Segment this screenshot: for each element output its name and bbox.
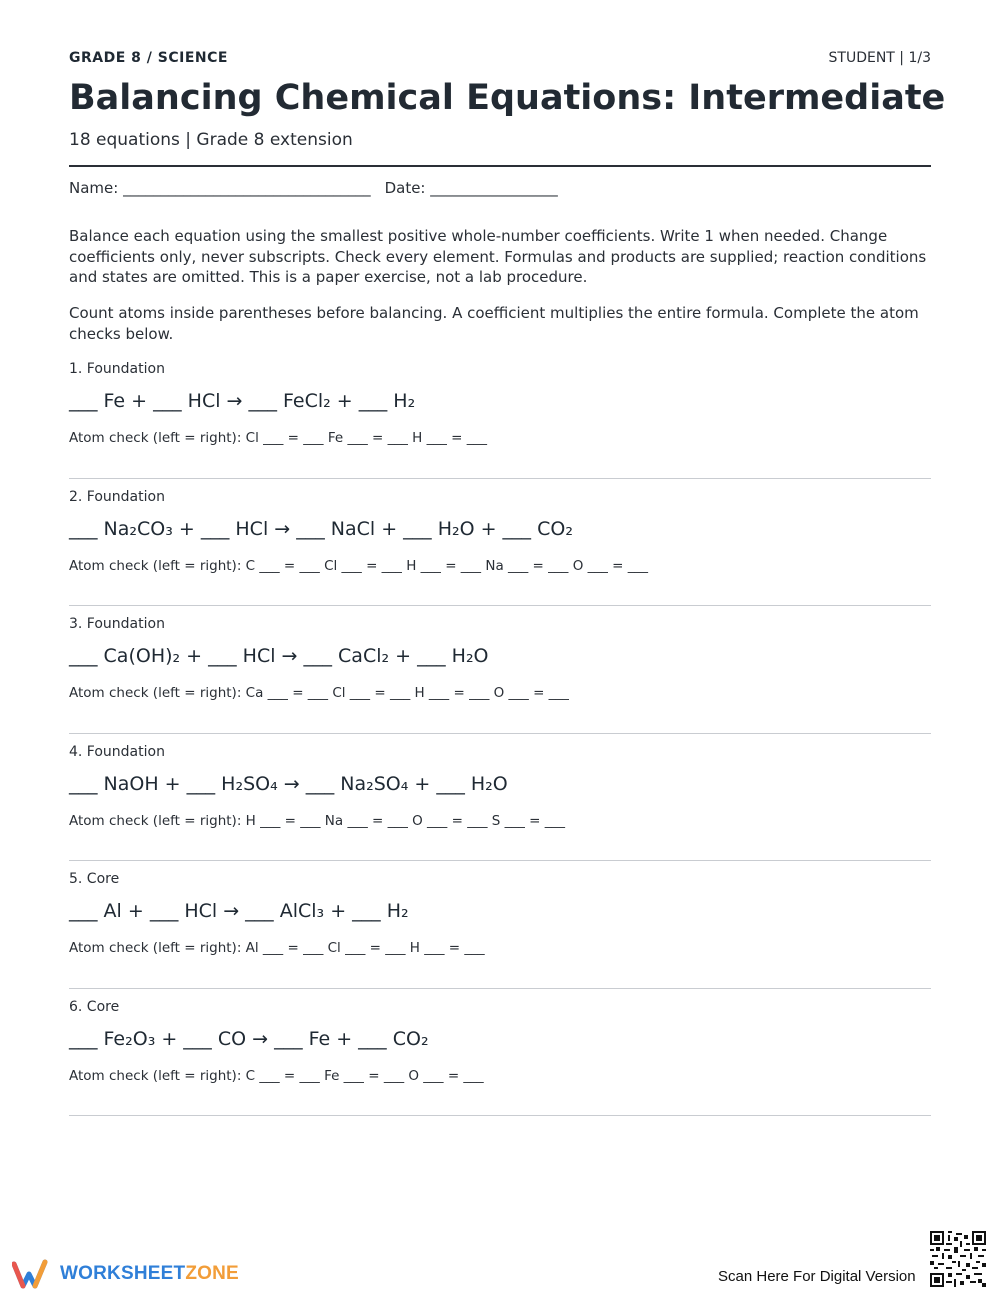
worksheetzone-logo[interactable]	[12, 1258, 239, 1290]
question-label: 5. Core	[69, 871, 120, 887]
header-divider	[69, 165, 931, 167]
page-title: Balancing Chemical Equations: Intermediate	[69, 78, 946, 118]
atom-check[interactable]: Atom check (left = right): Ca ___ = ___ Cl ___ = ___ H ___ = ___ O ___ = ___	[69, 685, 569, 701]
question-label: 4. Foundation	[69, 743, 165, 760]
question-item	[69, 479, 931, 607]
atom-check[interactable]: Atom check (left = right): Cl ___ = ___ Fe ___ = ___ H ___ = ___	[69, 430, 487, 446]
question-label: 1. Foundation	[69, 361, 165, 377]
breadcrumb: GRADE 8 / SCIENCE	[69, 50, 228, 66]
atom-check[interactable]: Atom check (left = right): Al ___ = ___ Cl ___ = ___ H ___ = ___	[69, 940, 485, 956]
worksheetzone-logo-icon	[12, 1258, 54, 1290]
question-label: 3. Foundation	[69, 616, 165, 632]
instructions-paragraph-2: Count atoms inside parentheses before balancing. A coefficient multiplies the entire formula. Complete the atom checks below.	[69, 304, 919, 343]
equation[interactable]: ___ NaOH + ___ H₂SO₄ → ___ Na₂SO₄ + ___ H₂O	[69, 772, 508, 795]
equation[interactable]: ___ Al + ___ HCl → ___ AlCl₃ + ___ H₂	[69, 900, 409, 922]
question-item	[69, 861, 931, 989]
equation[interactable]: ___ Fe + ___ HCl → ___ FeCl₂ + ___ H₂	[69, 390, 416, 412]
instructions-paragraph-1: Balance each equation using the smallest positive whole-number coefficients. Write 1 when needed. Change coefficients only, never subscripts. Check every element. Formulas and products are supplied; reaction conditions and states are omitted. This is a paper exercise, not a lab procedure.	[69, 227, 927, 286]
page-subtitle: 18 equations | Grade 8 extension	[69, 130, 353, 150]
equation[interactable]: ___ Ca(OH)₂ + ___ HCl → ___ CaCl₂ + ___ H₂O	[69, 645, 489, 667]
question-list	[69, 351, 931, 1116]
atom-check[interactable]: Atom check (left = right): C ___ = ___ Cl ___ = ___ H ___ = ___ Na ___ = ___ O ___ = ___	[69, 557, 649, 574]
equation[interactable]: ___ Na₂CO₃ + ___ HCl → ___ NaCl + ___ H₂O + ___ CO₂	[69, 517, 573, 540]
atom-check[interactable]: Atom check (left = right): C ___ = ___ Fe ___ = ___ O ___ = ___	[69, 1067, 484, 1084]
page-indicator: STUDENT | 1/3	[828, 50, 931, 66]
question-item	[69, 989, 931, 1117]
question-item	[69, 351, 931, 479]
question-item	[69, 734, 931, 862]
atom-check[interactable]: Atom check (left = right): H ___ = ___ Na ___ = ___ O ___ = ___ S ___ = ___	[69, 812, 565, 829]
equation[interactable]: ___ Fe₂O₃ + ___ CO → ___ Fe + ___ CO₂	[69, 1027, 429, 1050]
question-label: 6. Core	[69, 998, 120, 1015]
date-field[interactable]: Date: _________________	[384, 179, 558, 197]
question-label: 2. Foundation	[69, 488, 165, 505]
header-topline	[69, 50, 931, 70]
qr-code-icon[interactable]	[930, 1231, 986, 1287]
name-field[interactable]: Name: _________________________________	[69, 179, 371, 197]
scan-caption: Scan Here For Digital Version	[718, 1268, 916, 1285]
student-info-row	[69, 179, 572, 197]
logo-wordmark: WORKSHEETZONE	[60, 1263, 239, 1284]
question-item	[69, 606, 931, 734]
